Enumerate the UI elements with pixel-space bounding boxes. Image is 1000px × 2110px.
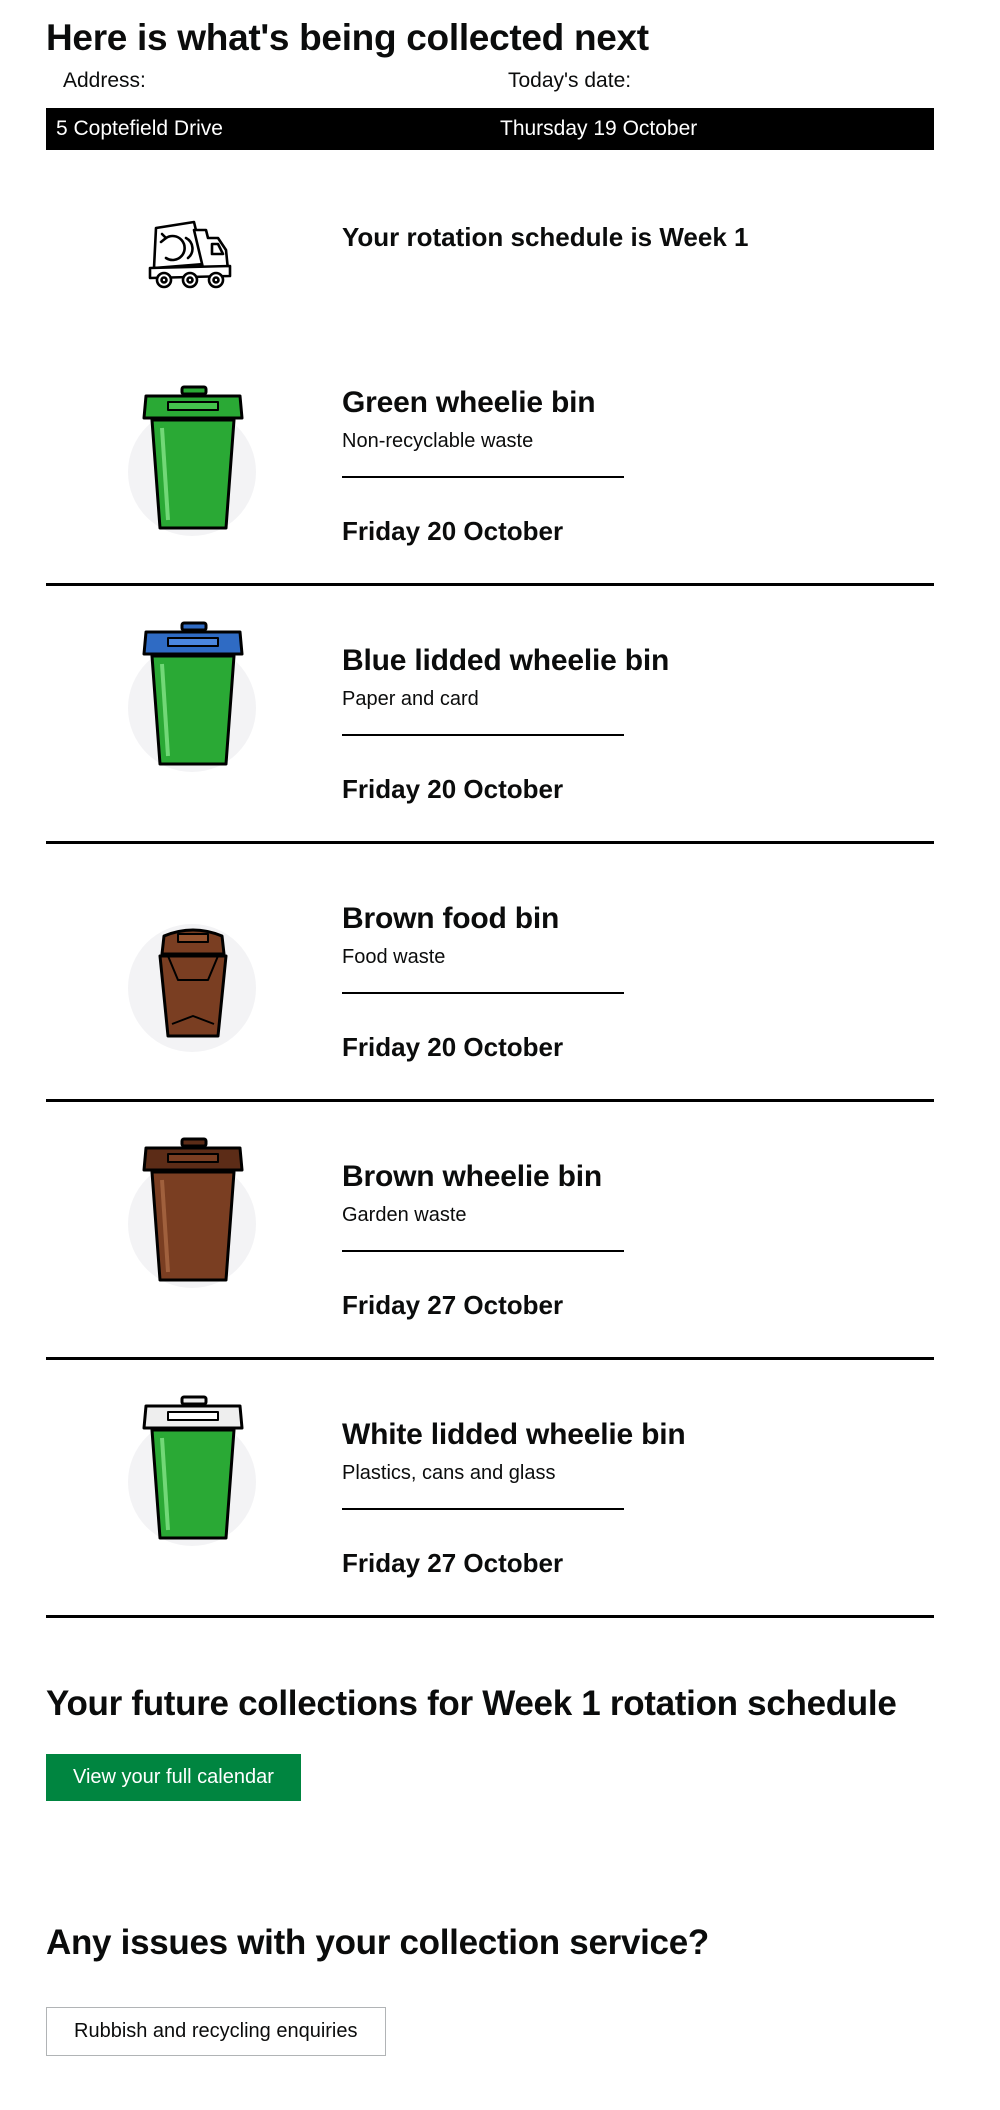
address-label: Address: [63,69,146,92]
future-collections-title: Your future collections for Week 1 rotation schedule [46,1684,897,1723]
info-bar [46,108,934,150]
bin-collection-date: Friday 27 October [342,1290,564,1320]
blue-lidded-wheelie-bin-icon [138,620,248,770]
bin-row-blue-lidded-wheelie-bin [46,586,934,844]
date-label: Today's date: [508,69,632,92]
view-full-calendar-button[interactable]: View your full calendar [46,1754,301,1801]
bin-divider [342,992,624,994]
bin-divider [342,734,624,736]
bin-name: Blue lidded wheelie bin [342,644,670,677]
brown-food-bin-icon [138,920,248,1070]
date-value: Thursday 19 October [500,117,698,140]
issues-section [46,1923,934,2056]
rotation-schedule-text: Your rotation schedule is Week 1 [342,222,749,252]
rubbish-recycling-enquiries-button[interactable]: Rubbish and recycling enquiries [46,2007,386,2056]
bin-divider [342,1508,624,1510]
bin-lorry-icon [146,216,236,296]
collections-page [46,0,934,2056]
bin-description: Garden waste [342,1204,467,1226]
green-wheelie-bin-icon [138,384,248,534]
address-value: 5 Coptefield Drive [56,117,223,140]
info-labels [46,66,934,96]
bin-collection-date: Friday 20 October [342,774,564,804]
bin-row-brown-food-bin [46,844,934,1102]
bin-description: Non-recyclable waste [342,430,534,452]
bin-row-white-lidded-wheelie-bin [46,1360,934,1618]
bin-collection-date: Friday 27 October [342,1548,564,1578]
bin-name: Brown wheelie bin [342,1160,602,1193]
white-lidded-wheelie-bin-icon [138,1394,248,1544]
bin-description: Food waste [342,946,446,968]
rotation-schedule [46,150,934,350]
bin-description: Plastics, cans and glass [342,1462,556,1484]
bin-name: White lidded wheelie bin [342,1418,686,1451]
bin-collection-date: Friday 20 October [342,1032,564,1062]
bin-collection-date: Friday 20 October [342,516,564,546]
brown-wheelie-bin-icon [138,1136,248,1286]
bin-row-green-wheelie-bin [46,350,934,586]
bin-name: Green wheelie bin [342,386,596,419]
future-collections-section [46,1684,934,1801]
bin-name: Brown food bin [342,902,560,935]
bin-divider [342,1250,624,1252]
bin-row-brown-wheelie-bin [46,1102,934,1360]
issues-title: Any issues with your collection service? [46,1923,709,1962]
bin-divider [342,476,624,478]
page-title: Here is what's being collected next [46,17,649,58]
bin-description: Paper and card [342,688,479,710]
